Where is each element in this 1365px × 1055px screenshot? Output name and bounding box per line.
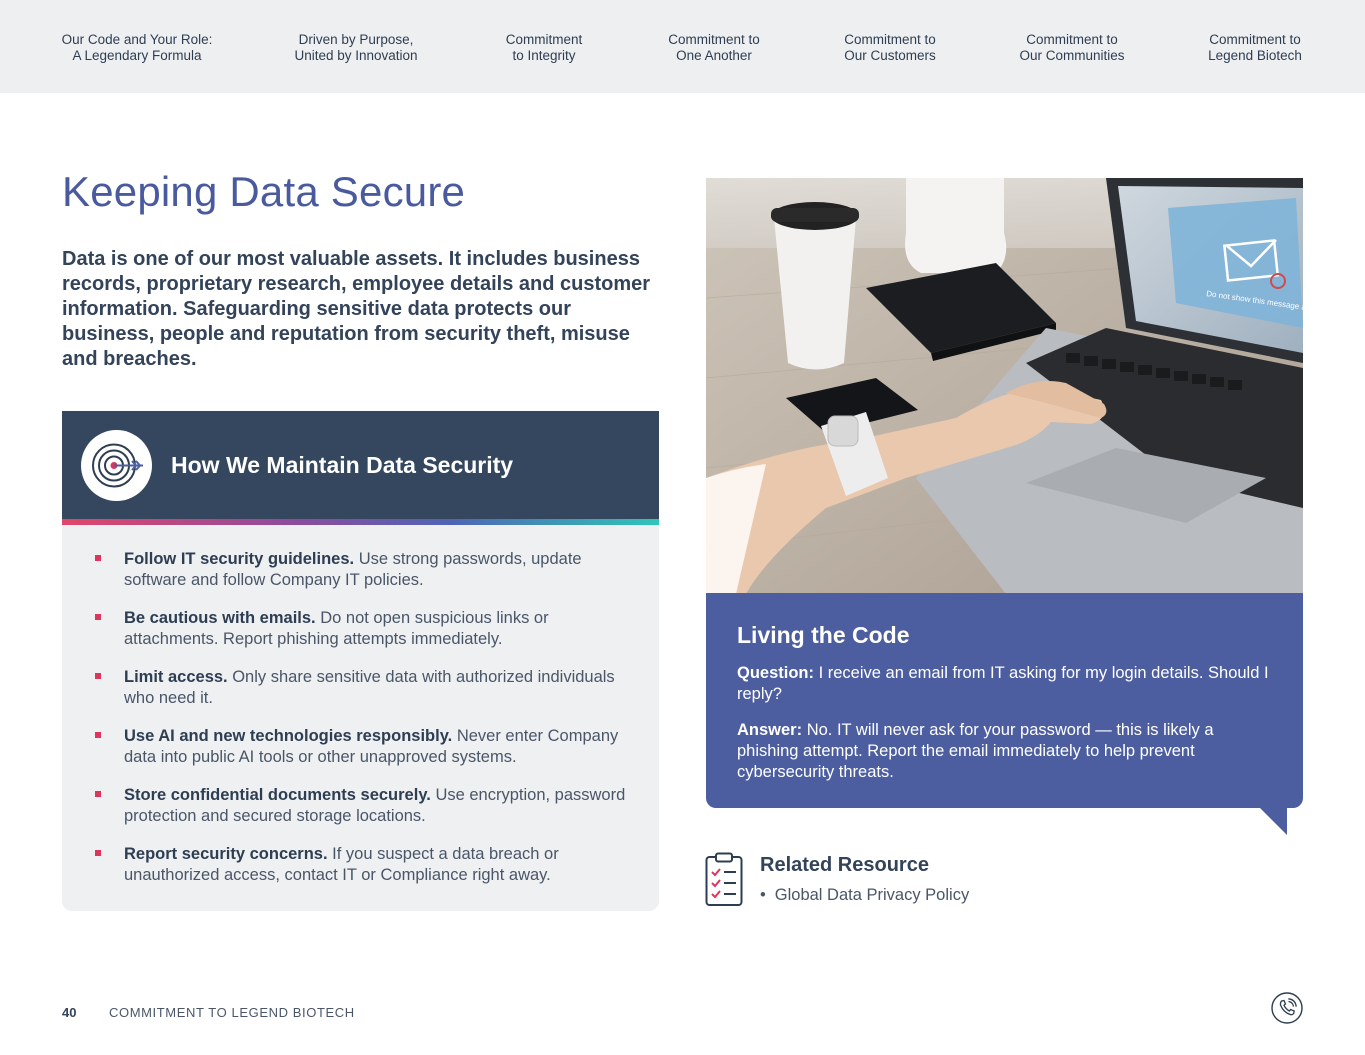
screen-dialog-text: Do not show this message again — [1205, 289, 1322, 315]
clipboard-checklist-icon — [705, 852, 743, 913]
phone-icon[interactable] — [1271, 992, 1303, 1024]
security-guidelines-list — [94, 549, 634, 903]
related-resource-title: Related Resource — [760, 854, 929, 876]
list-item-text: Do not open suspicious links or attachments. Report phishing attempts immediately. — [124, 609, 549, 648]
intro-paragraph: Data is one of our most valuable assets. It includes business records, proprietary research, employee details and customer information. Safeguarding sensitive data protects our business, people and reputation from security theft, misuse and breaches. — [62, 248, 651, 370]
bullet-square — [95, 673, 101, 679]
bullet-square — [95, 791, 101, 797]
data-security-title: How We Maintain Data Security — [171, 452, 514, 478]
question-body: I receive an email from IT asking for my login details. Should I reply? — [737, 664, 1269, 703]
list-item-lead: Limit access. — [124, 668, 228, 686]
list-item-lead: Follow IT security guidelines. — [124, 550, 355, 568]
top-navigation — [0, 0, 1365, 93]
nav-item-integrity[interactable]: Commitment to Integrity — [505, 32, 583, 63]
bullet-dot: • — [760, 886, 766, 904]
answer-text — [737, 720, 1277, 783]
gradient-divider — [62, 519, 659, 525]
list-item — [94, 667, 634, 709]
nav-item-legend-biotech[interactable]: Commitment to Legend Biotech — [1208, 32, 1302, 63]
list-item — [94, 726, 634, 768]
list-item-lead: Use AI and new technologies responsibly. — [124, 727, 453, 745]
nav-item-driven-by-purpose[interactable]: Driven by Purpose, United by Innovation — [294, 32, 418, 63]
list-item-text: Use strong passwords, update software and follow Company IT policies. — [124, 550, 582, 589]
nav-item-customers[interactable]: Commitment to Our Customers — [844, 32, 936, 63]
list-item — [94, 785, 634, 827]
page-number: 40 — [62, 1005, 77, 1020]
answer-body: No. IT will never ask for your password — this is likely a phishing attempt. Report the email immediately to help prevent cybersecurity threats. — [737, 721, 1214, 781]
question-label: Question: — [737, 664, 814, 682]
nav-item-our-code[interactable]: Our Code and Your Role: A Legendary Formula — [61, 32, 213, 63]
footer-section-label: COMMITMENT TO LEGEND BIOTECH — [109, 1005, 355, 1020]
page-title: Keeping Data Secure — [62, 168, 466, 215]
list-item-text: Use encryption, password protection and secured storage locations. — [124, 786, 626, 825]
list-item — [94, 608, 634, 650]
list-item-lead: Be cautious with emails. — [124, 609, 316, 627]
bullet-square — [95, 555, 101, 561]
laptop-photo — [706, 178, 1322, 594]
list-item-text: If you suspect a data breach or unauthorized access, contact IT or Compliance right away. — [124, 845, 559, 884]
bullet-square — [95, 732, 101, 738]
data-security-header — [62, 411, 659, 519]
answer-label: Answer: — [737, 721, 803, 739]
list-item-text: Never enter Company data into public AI tools or other unapproved systems. — [124, 727, 619, 766]
nav-item-communities[interactable]: Commitment to Our Communities — [1019, 32, 1125, 63]
question-text — [737, 663, 1277, 705]
list-item — [94, 844, 634, 886]
nav-item-one-another[interactable]: Commitment to One Another — [668, 32, 760, 63]
list-item-text: Only share sensitive data with authorized individuals who need it. — [124, 668, 615, 707]
data-security-panel — [62, 411, 659, 911]
target-icon — [81, 430, 152, 501]
list-item — [94, 549, 634, 591]
resource-link-global-data-privacy-policy[interactable] — [760, 886, 969, 905]
resource-link-label: Global Data Privacy Policy — [774, 886, 970, 904]
bullet-square — [95, 850, 101, 856]
living-the-code-panel — [706, 593, 1303, 808]
bullet-square — [95, 614, 101, 620]
list-item-lead: Report security concerns. — [124, 845, 328, 863]
list-item-lead: Store confidential documents securely. — [124, 786, 431, 804]
speech-bubble-tail — [1259, 807, 1287, 835]
living-the-code-title: Living the Code — [737, 622, 910, 648]
